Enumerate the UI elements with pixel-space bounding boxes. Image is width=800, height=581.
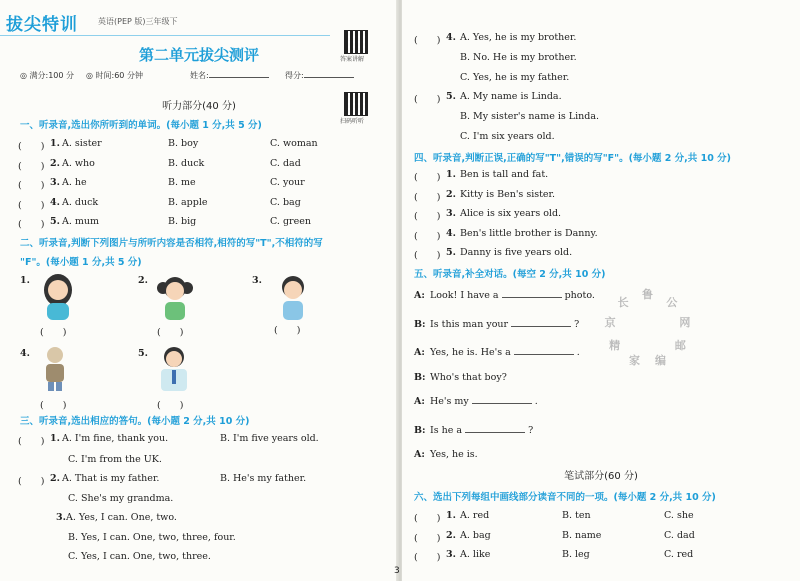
option-b[interactable]: B. He's my father. <box>220 473 307 484</box>
option-b[interactable]: B. I'm five years old. <box>220 433 319 444</box>
section-3-heading: 三、听录音,选出相应的答句。(每小题 2 分,共 10 分) <box>20 416 250 427</box>
dialogue-speaker: B: <box>414 319 426 330</box>
answer-paren[interactable]: ( ) <box>414 230 441 242</box>
question-number: 4. <box>446 227 456 239</box>
option-b[interactable]: B. No. He is my brother. <box>460 52 577 63</box>
answer-paren[interactable]: ( ) <box>18 436 45 447</box>
man-picture-icon <box>153 345 195 391</box>
brand-subtitle: 英语(PEP 版)三年级下 <box>98 17 178 26</box>
dialogue-line <box>430 319 579 330</box>
dialogue-text-end: ? <box>528 425 534 436</box>
option-b[interactable]: B. boy <box>168 138 199 149</box>
option-b[interactable]: B. big <box>168 216 197 227</box>
stamp-character: 长 <box>617 295 629 309</box>
dialogue-speaker: A: <box>414 449 425 460</box>
dialogue-text: Look! I have a <box>430 290 499 301</box>
question-number: 3. <box>446 208 456 219</box>
option-a[interactable]: A. duck <box>62 196 99 208</box>
dialogue-speaker: A: <box>414 396 425 407</box>
option-c[interactable]: C. dad <box>270 157 301 169</box>
question-number: 2. <box>50 473 60 484</box>
answer-box-5[interactable]: ( ) <box>157 400 184 411</box>
dialogue-line <box>430 425 533 436</box>
answer-paren[interactable]: ( ) <box>414 191 441 203</box>
option-a[interactable]: A. bag <box>460 529 491 541</box>
section-2-heading-line2: "F"。(每小题 1 分,共 5 分) <box>20 257 142 268</box>
dialogue-text: Yes, he is. He's a <box>430 347 511 358</box>
option-a[interactable]: A. That is my father. <box>62 473 160 484</box>
option-c[interactable]: C. Yes, I can. One, two, three. <box>68 551 211 562</box>
stamp-character: 网 <box>679 316 691 330</box>
stamp-character: 家 <box>629 353 640 367</box>
answer-blank[interactable] <box>511 326 571 327</box>
question-number: 5. <box>50 216 60 227</box>
answer-paren[interactable]: ( ) <box>414 172 441 183</box>
left-page <box>0 0 398 581</box>
dialogue-text: Yes, he is. <box>430 449 478 460</box>
dialogue-line <box>430 347 580 358</box>
picture-5-number: 5. <box>138 348 148 359</box>
option-b[interactable]: B. Yes, I can. One, two, three, four. <box>68 532 236 543</box>
option-c[interactable]: C. woman <box>270 138 318 149</box>
statement-text: Ben's little brother is Danny. <box>460 227 598 239</box>
time-label: ◎ 时间:60 分钟 <box>86 71 143 80</box>
section-5-heading: 五、听录音,补全对话。(每空 2 分,共 10 分) <box>414 269 606 280</box>
listen-qr-caption: 扫码听听 <box>340 118 365 125</box>
statement-text: Danny is five years old. <box>460 247 573 258</box>
answer-qr-caption: 答案讲解 <box>340 56 365 63</box>
watermark-stamp <box>598 284 698 370</box>
listening-part-heading: 听力部分(40 分) <box>162 101 236 112</box>
girl-picture-icon <box>38 270 78 320</box>
answer-blank[interactable] <box>465 432 525 433</box>
answer-paren[interactable]: ( ) <box>18 476 45 487</box>
name-field[interactable] <box>190 70 269 81</box>
answer-paren[interactable]: ( ) <box>414 35 441 46</box>
answer-box-3[interactable]: ( ) <box>274 325 301 336</box>
stamp-character: 精 <box>609 339 621 352</box>
score-label: 得分: <box>285 71 304 80</box>
dialogue-text: Is this man your <box>430 319 509 330</box>
option-b[interactable]: B. ten <box>562 510 591 521</box>
picture-3-number: 3. <box>252 275 262 286</box>
option-b[interactable]: B. name <box>562 529 602 541</box>
answer-paren[interactable]: ( ) <box>414 211 441 222</box>
dialogue-text-end: . <box>576 347 580 358</box>
option-a[interactable]: A. Yes, he is my brother. <box>460 32 577 43</box>
answer-blank[interactable] <box>472 403 532 404</box>
statement-text: Alice is six years old. <box>460 208 562 219</box>
question-number: 4. <box>50 196 60 208</box>
answer-paren[interactable]: ( ) <box>414 552 441 563</box>
option-c[interactable]: C. green <box>270 216 311 227</box>
option-a[interactable]: A. mum <box>62 216 100 227</box>
option-c[interactable]: C. I'm six years old. <box>460 131 555 142</box>
stamp-character: 邮 <box>674 339 686 352</box>
question-number: 1. <box>50 138 60 149</box>
question-number: 2. <box>446 188 456 200</box>
writing-part-heading: 笔试部分(60 分) <box>564 471 638 482</box>
full-score-label: ◎ 满分:100 分 <box>20 71 75 80</box>
answer-box-1[interactable]: ( ) <box>40 327 67 338</box>
question-number: 1. <box>446 169 456 180</box>
option-c[interactable]: C. dad <box>664 529 695 541</box>
answer-paren[interactable]: ( ) <box>414 94 441 105</box>
question-number: 2. <box>446 529 456 541</box>
answer-paren[interactable]: ( ) <box>18 160 45 172</box>
question-number: 1. <box>50 433 60 444</box>
girl-pigtails-icon <box>155 270 195 320</box>
dialogue-speaker: A: <box>414 347 425 358</box>
picture-4-number: 4. <box>20 348 30 359</box>
question-number: 3. <box>446 549 456 560</box>
answer-paren[interactable]: ( ) <box>18 180 45 191</box>
statement-text: Ben is tall and fat. <box>460 169 549 180</box>
option-b[interactable]: B. apple <box>168 196 208 208</box>
option-b[interactable]: B. My sister's name is Linda. <box>460 111 600 122</box>
dialogue-text-end: . <box>534 396 538 407</box>
option-c[interactable]: C. bag <box>270 196 301 208</box>
picture-2-number: 2. <box>138 275 148 286</box>
statement-text: Kitty is Ben's sister. <box>460 188 556 200</box>
stamp-character: 公 <box>666 295 678 309</box>
dialogue-line <box>430 372 507 383</box>
section-1-heading: 一、听录音,选出你所听到的单词。(每小题 1 分,共 5 分) <box>20 120 262 131</box>
option-c[interactable]: C. Yes, he is my father. <box>460 72 570 83</box>
answer-paren[interactable]: ( ) <box>414 532 441 544</box>
option-c[interactable]: C. She's my grandma. <box>68 493 174 504</box>
answer-blank[interactable] <box>502 297 562 298</box>
option-c[interactable]: C. your <box>270 177 305 188</box>
stamp-character: 编 <box>654 353 666 367</box>
question-number: 1. <box>446 510 456 521</box>
answer-paren[interactable]: ( ) <box>414 250 441 261</box>
answer-paren[interactable]: ( ) <box>18 219 45 230</box>
dialogue-speaker: B: <box>414 425 426 436</box>
answer-box-2[interactable]: ( ) <box>157 327 184 338</box>
dialogue-line <box>430 396 538 407</box>
picture-1-number: 1. <box>20 275 30 286</box>
answer-paren[interactable]: ( ) <box>414 513 441 524</box>
option-a[interactable]: A. sister <box>62 138 102 149</box>
option-b[interactable]: B. leg <box>562 549 590 560</box>
section-6-heading: 六、选出下列每组中画线部分读音不同的一项。(每小题 2 分,共 10 分) <box>414 492 716 503</box>
question-number: 3. <box>56 512 66 523</box>
option-c[interactable]: C. I'm from the UK. <box>68 454 162 465</box>
option-c[interactable]: C. she <box>664 510 694 521</box>
option-a[interactable]: A. Yes, I can. One, two. <box>66 512 177 523</box>
dialogue-text: Is he a <box>430 425 463 436</box>
answer-box-4[interactable]: ( ) <box>40 400 67 411</box>
stamp-character: 京 <box>604 316 616 330</box>
stamp-character: 鲁 <box>642 288 653 301</box>
option-a[interactable]: A. red <box>460 510 490 521</box>
option-a[interactable]: A. he <box>62 177 87 188</box>
answer-paren[interactable]: ( ) <box>18 199 45 211</box>
page-title: 第二单元拔尖测评 <box>138 46 259 64</box>
option-a[interactable]: A. My name is Linda. <box>460 91 562 102</box>
header-divider <box>0 35 330 36</box>
question-number: 2. <box>50 157 60 169</box>
dialogue-text-end: ? <box>574 319 580 330</box>
brand-logo: 拔尖特训 <box>6 15 78 35</box>
option-b[interactable]: B. me <box>168 177 196 188</box>
answer-paren[interactable]: ( ) <box>18 141 45 152</box>
question-number: 5. <box>446 247 456 258</box>
dialogue-text-end: photo. <box>564 290 595 301</box>
score-field[interactable] <box>285 70 354 81</box>
page-number: 3 <box>394 566 400 576</box>
question-number: 3. <box>50 177 60 188</box>
dialogue-text: He's my <box>430 396 469 407</box>
section-2-heading-line1: 二、听录音,判断下列图片与所听内容是否相符,相符的写"T",不相符的写 <box>20 238 323 249</box>
name-label: 姓名: <box>190 71 209 80</box>
right-page <box>402 0 800 581</box>
option-b[interactable]: B. duck <box>168 157 205 169</box>
option-a[interactable]: A. who <box>62 157 95 169</box>
dialogue-speaker: A: <box>414 290 425 301</box>
dialogue-text: Who's that boy? <box>430 372 507 383</box>
option-a[interactable]: A. I'm fine, thank you. <box>62 433 169 444</box>
answer-blank[interactable] <box>514 354 574 355</box>
dialogue-line <box>430 449 478 460</box>
dialogue-speaker: B: <box>414 372 426 383</box>
option-c[interactable]: C. red <box>664 549 694 560</box>
option-a[interactable]: A. like <box>460 549 491 560</box>
section-4-heading: 四、听录音,判断正误,正确的写"T",错误的写"F"。(每小题 2 分,共 10 分) <box>414 153 731 164</box>
boy-picture-icon <box>273 270 313 320</box>
question-number: 4. <box>446 32 456 43</box>
question-number: 5. <box>446 91 456 102</box>
grandpa-picture-icon <box>38 345 72 391</box>
dialogue-line <box>430 290 595 301</box>
